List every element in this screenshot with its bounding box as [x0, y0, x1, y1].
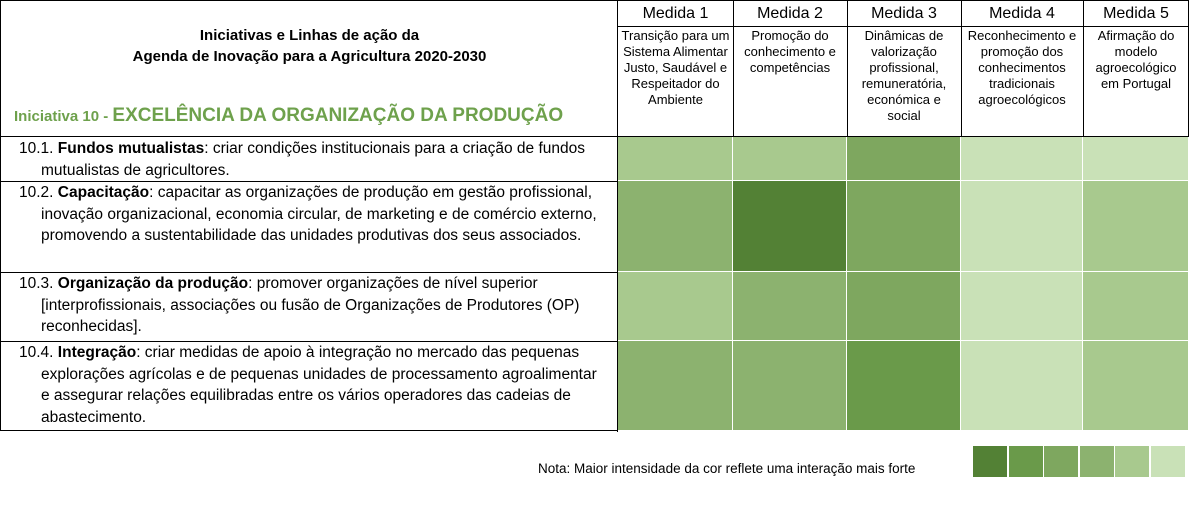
initiative-label: Iniciativa 10 -: [14, 108, 113, 125]
action-line-number: 10.3.: [19, 275, 54, 292]
action-line-name: Fundos mutualistas: [57, 140, 205, 157]
interaction-cell: [733, 137, 847, 181]
measure-title: Medida 3: [847, 1, 961, 27]
legend-swatch: [1115, 446, 1149, 477]
interaction-cell: [618, 341, 733, 431]
action-line-description: : promover organizações de nível superior [interprofissionais, associações ou fusão de Organizações de Produtores (OP) reconhecidas].: [41, 275, 580, 335]
legend-swatch: [1009, 446, 1043, 477]
measure-header-5: [1083, 1, 1189, 137]
interaction-cell: [618, 137, 733, 181]
action-line-number: 10.4.: [19, 344, 54, 361]
interaction-cell: [847, 341, 961, 431]
interaction-cell: [847, 181, 961, 272]
action-line-row: [1, 181, 618, 273]
measure-header-1: [618, 1, 734, 137]
interaction-cell: [733, 181, 847, 272]
interaction-cell: [961, 272, 1083, 341]
interaction-cell: [733, 272, 847, 341]
action-line-row: [1, 341, 618, 432]
measure-title: Medida 5: [1083, 1, 1189, 27]
interaction-cell: [618, 272, 733, 341]
legend-note: Nota: Maior intensidade da cor reflete uma interação mais forte: [538, 461, 916, 476]
action-line-row: [1, 137, 618, 182]
measure-description: Dinâmicas de valorização profissional, remuneratória, económica e social: [861, 28, 947, 123]
measure-description: Reconhecimento e promoção dos conhecimentos tradicionais agroecológicos: [967, 28, 1077, 107]
legend-swatch: [1151, 446, 1185, 477]
action-line-number: 10.1.: [19, 140, 54, 157]
interaction-cell: [1083, 137, 1189, 181]
legend-swatch: [1080, 446, 1114, 477]
interaction-cell: [618, 181, 733, 272]
title-line-1: Iniciativas e Linhas de ação da: [199, 27, 420, 44]
interaction-cell: [961, 137, 1083, 181]
interaction-cell: [1083, 181, 1189, 272]
measure-title: Medida 4: [961, 1, 1083, 27]
action-line-name: Integração: [57, 344, 137, 361]
interaction-cell: [733, 341, 847, 431]
action-line-description: : criar condições institucionais para a criação de fundos mutualistas de agricultores.: [41, 140, 586, 179]
initiative-name: EXCELÊNCIA DA ORGANIZAÇÃO DA PRODUÇÃO: [112, 105, 564, 126]
legend-swatch: [1044, 446, 1078, 477]
action-line-number: 10.2.: [19, 184, 54, 201]
matrix-title: [1, 25, 618, 67]
action-line-row: [1, 272, 618, 342]
measure-title: Medida 2: [733, 1, 847, 27]
interaction-cell: [961, 181, 1083, 272]
measure-header-3: [847, 1, 962, 137]
measure-description: Transição para um Sistema Alimentar Justo, Saudável e Respeitador do Ambiente: [621, 28, 730, 107]
action-line-name: Organização da produção: [57, 275, 249, 292]
interaction-cell: [1083, 341, 1189, 431]
table-header-title: [1, 1, 618, 137]
measure-header-4: [961, 1, 1084, 137]
measure-header-2: [733, 1, 848, 137]
action-line-description: : criar medidas de apoio à integração no mercado das pequenas explorações agrícolas e de pequenas unidades de processamento agroalimentar e assegurar relações equilibradas entre os vários operadores das cadeias de abastecimento.: [41, 344, 597, 426]
title-line-2: Agenda de Inovação para a Agricultura 2020-2030: [132, 48, 487, 65]
interaction-cell: [1083, 272, 1189, 341]
measure-title: Medida 1: [618, 1, 733, 27]
interaction-cell: [847, 272, 961, 341]
initiative-heading: [14, 105, 563, 127]
legend-swatch: [973, 446, 1007, 477]
interaction-cell: [961, 341, 1083, 431]
action-line-description: : capacitar as organizações de produção em gestão profissional, inovação organizacional, economia circular, de marketing e de comércio externo, promovendo a sustentabilidade das unidades produtivas dos seus associados.: [41, 184, 597, 244]
measure-description: Afirmação do modelo agroecológico em Portugal: [1095, 28, 1177, 91]
interaction-cell: [847, 137, 961, 181]
measure-description: Promoção do conhecimento e competências: [744, 28, 836, 75]
action-line-name: Capacitação: [57, 184, 150, 201]
